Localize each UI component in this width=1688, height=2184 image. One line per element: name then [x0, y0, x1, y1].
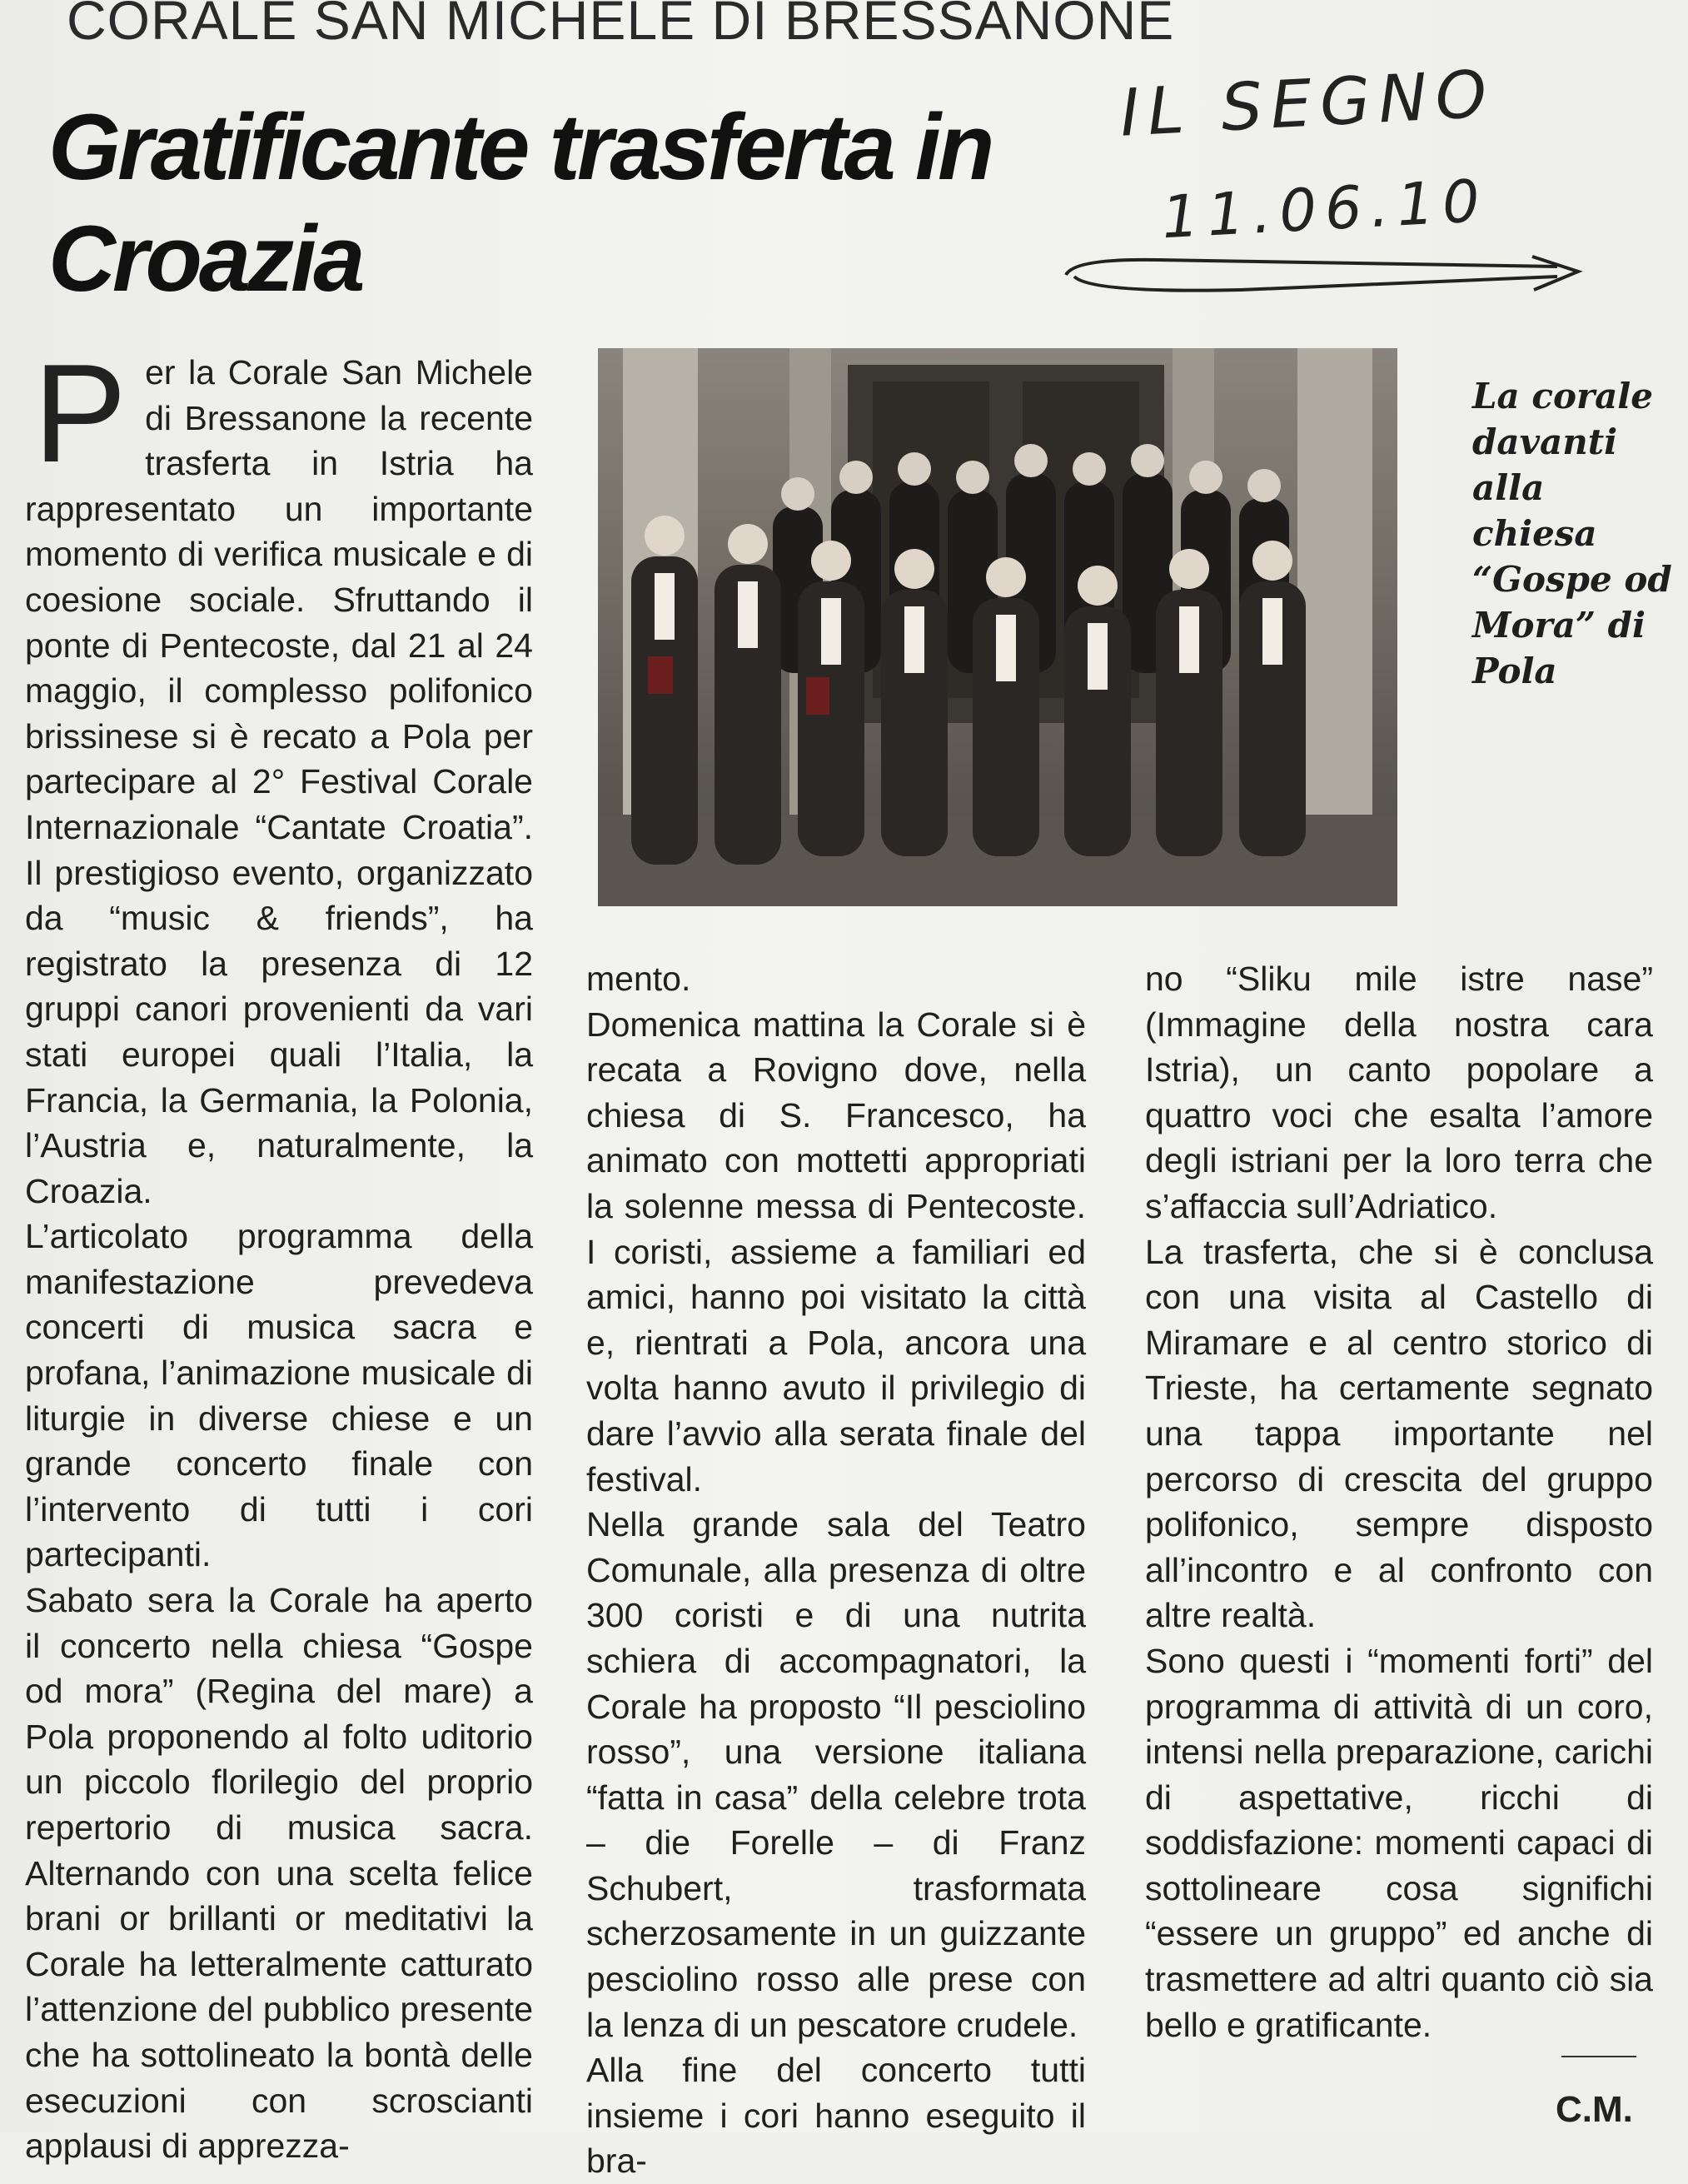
headline: Gratificante trasferta in Croazia [48, 95, 992, 311]
paragraph: Sono questi i “momenti forti” del programma di attività di un coro, intensi nella preparazione, carichi di aspettative, ricchi di soddisfazione: momenti capaci di sottolineare cosa significhi “essere un gruppo” ed anche di trasmettere ad altri quanto ciò sia bello e gratificante. [1145, 1641, 1653, 2044]
signature-rule [1561, 2056, 1636, 2057]
article-column-3 [1145, 956, 1653, 2047]
paragraph: Nella grande sala del Teatro Comunale, alla presenza di oltre 300 coristi e di una nutrita schiera di accompagnatori, la Corale ha proposto “Il pesciolino rosso”, una versione italiana “fatta in casa” della celebre trota – die Forelle – di Franz Schubert, trasformata scherzosamente in un guizzante pesciolino rosso alle prese con la lenza di un pescatore crudele. [586, 1505, 1086, 2044]
photo-caption: La corale davanti alla chiesa “Gospe od Mora” di Pola [1472, 376, 1672, 691]
article-column-1 [25, 335, 533, 2169]
handwritten-publication: IL SEGNO [1118, 57, 1497, 152]
paragraph: Alla fine del concerto tutti insieme i cori hanno eseguito il bra- [586, 2051, 1086, 2181]
paragraph: mento. [586, 960, 691, 998]
paragraph: L’articolato programma della manifestazione prevedeva concerti di musica sacra e profana, l’animazione musicale di liturgie in diverse chiese e un grande concerto finale con l’intervento di tutti i cori partecipanti. [25, 1217, 533, 1574]
article-column-2 [586, 956, 1086, 2184]
handwritten-arrow-icon [1058, 242, 1599, 308]
paragraph: Sabato sera la Corale ha aperto il concerto nella chiesa “Gospe od mora” (Regina del mare) a Pola proponendo al folto uditorio un piccolo florilegio del proprio repertorio di musica sacra. Alternando con una scelta felice brani or brillanti or meditativi la Corale ha letteralmente catturato l’attenzione del pubblico presente che ha sottolineato la bontà delle esecuzioni con scroscianti applausi di apprezza- [25, 1581, 533, 2166]
drop-cap: P [33, 335, 127, 491]
kicker: CORALE SAN MICHELE DI BRESSANONE [67, 0, 1175, 51]
paragraph: Domenica mattina la Corale si è recata a Rovigno dove, nella chiesa di S. Francesco, ha animato con mottetti appropriati la solenne messa di Pentecoste. I coristi, assieme a familiari ed amici, hanno poi visitato la città e, rientrati a Pola, ancora una volta hanno avuto il privilegio di dare l’avvio alla serata finale del festival. [586, 1005, 1086, 1498]
author-signature: C.M. [1556, 2089, 1633, 2130]
paragraph: La trasferta, che si è conclusa con una visita al Castello di Miramare e al centro storico di Trieste, ha certamente segnato una tappa importante nel percorso di crescita del gruppo polifonico, sempre disposto all’incontro e al confronto con altre realtà. [1145, 1232, 1653, 1635]
choir-photo-image [598, 348, 1397, 906]
paragraph: er la Corale San Michele di Bressanone la recente trasferta in Istria ha rappresentato un importante momento di verifica musicale e di coesione sociale. Sfruttando il ponte di Pentecoste, dal 21 al 24 maggio, il complesso polifonico brissinese si è recato a Pola per partecipare al 2° Festival Corale Internazionale “Cantate Croatia”. Il prestigioso evento, organizzato da “music & friends”, ha registrato la presenza di 12 gruppi canori provenienti da vari stati europei quali l’Italia, la Francia, la Germania, la Polonia, l’Austria e, naturalmente, la Croazia. [25, 353, 533, 1210]
paragraph: no “Sliku mile istre nase” (Immagine della nostra cara Istria), un canto popolare a quattro voci che esalta l’amore degli istriani per la loro terra che s’affaccia sull’Adriatico. [1145, 960, 1653, 1225]
choir-photo [598, 348, 1397, 906]
handwritten-date: 11.06.10 [1160, 166, 1490, 252]
